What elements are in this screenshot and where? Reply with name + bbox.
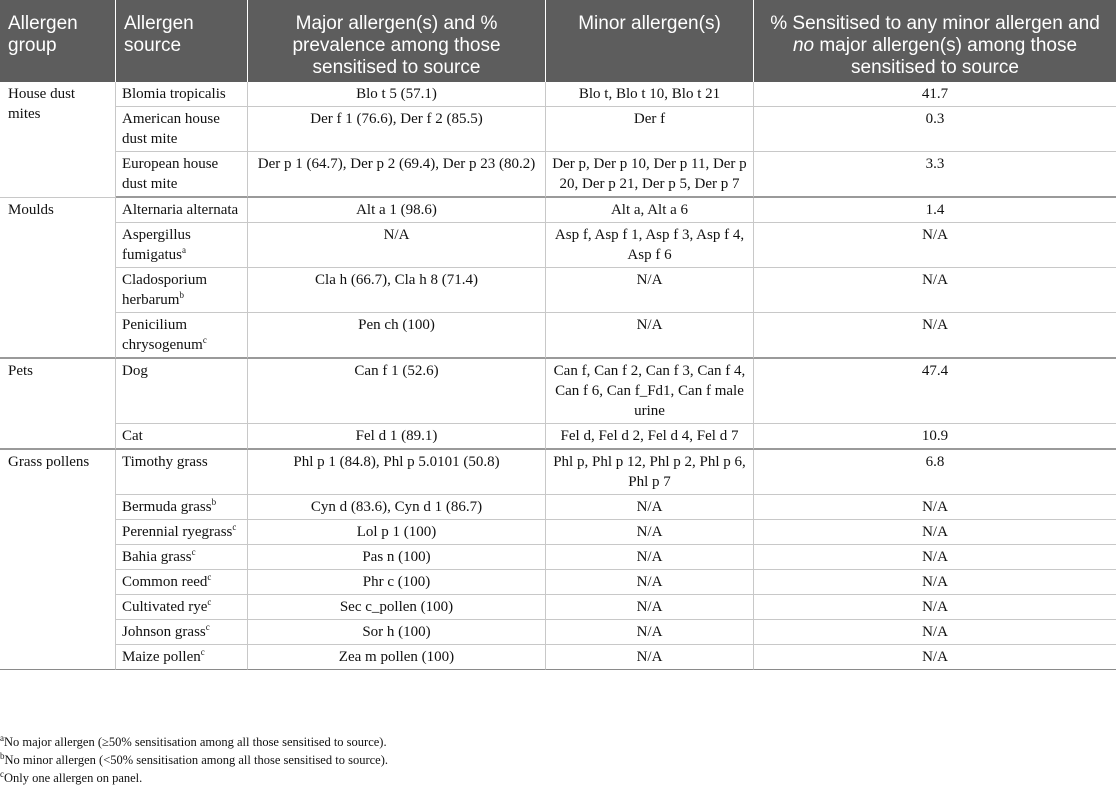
minor-cell: Der p, Der p 10, Der p 11, Der p 20, Der p 21, Der p 5, Der p 7: [546, 152, 754, 198]
pct-cell: N/A: [754, 495, 1116, 520]
source-cell: [116, 82, 248, 107]
footnote-text: Only one allergen on panel.: [4, 771, 143, 785]
source-text: Blomia tropicalis: [122, 86, 226, 102]
pct-cell: N/A: [754, 620, 1116, 645]
source-text: Cultivated rye: [122, 599, 208, 615]
minor-cell: N/A: [546, 570, 754, 595]
source-text: Cat: [122, 428, 143, 444]
major-cell: Sec c_pollen (100): [248, 595, 546, 620]
source-text: Cladosporium herbarum: [122, 272, 207, 308]
table-row: [0, 520, 1116, 545]
header-pct-sensitised: [754, 0, 1116, 82]
footnote-mark: c: [200, 647, 205, 657]
pct-cell: N/A: [754, 570, 1116, 595]
major-cell: Phr c (100): [248, 570, 546, 595]
pct-cell: 3.3: [754, 152, 1116, 198]
table-row: [0, 268, 1116, 313]
table-row: [0, 198, 1116, 223]
minor-cell: Blo t, Blo t 10, Blo t 21: [546, 82, 754, 107]
source-cell: [116, 223, 248, 268]
source-cell: [116, 268, 248, 313]
minor-cell: N/A: [546, 495, 754, 520]
header-major-allergens: Major allergen(s) and % prevalence among those sensitised to source: [248, 0, 546, 82]
source-text: Alternaria alternata: [122, 202, 239, 218]
minor-cell: N/A: [546, 595, 754, 620]
major-cell: Alt a 1 (98.6): [248, 198, 546, 223]
source-cell: [116, 198, 248, 223]
group-cell: Moulds: [0, 198, 116, 359]
pct-cell: N/A: [754, 645, 1116, 670]
table-row: [0, 223, 1116, 268]
major-cell: Cyn d (83.6), Cyn d 1 (86.7): [248, 495, 546, 520]
minor-cell: Der f: [546, 107, 754, 152]
table-row: [0, 620, 1116, 645]
minor-cell: Phl p, Phl p 12, Phl p 2, Phl p 6, Phl p 7: [546, 450, 754, 495]
table-row: [0, 450, 1116, 495]
source-cell: [116, 450, 248, 495]
major-cell: Pen ch (100): [248, 313, 546, 359]
source-text: Timothy grass: [122, 454, 208, 470]
table-row: [0, 595, 1116, 620]
header-pct-emphasis: no: [792, 35, 815, 56]
header-minor-allergens: Minor allergen(s): [546, 0, 754, 82]
header-allergen-group: Allergen group: [0, 0, 116, 82]
source-cell: [116, 570, 248, 595]
source-cell: [116, 495, 248, 520]
footnote-mark: a: [182, 245, 186, 255]
table-row: [0, 645, 1116, 670]
source-cell: [116, 424, 248, 450]
pct-cell: 0.3: [754, 107, 1116, 152]
header-pct-text-2: major allergen(s) among those sensitised to source: [814, 35, 1078, 78]
footnote-mark: b: [211, 497, 217, 507]
footnote-c: [0, 769, 388, 787]
pct-cell: 41.7: [754, 82, 1116, 107]
minor-cell: Can f, Can f 2, Can f 3, Can f 4, Can f 6, Can f_Fd1, Can f male urine: [546, 359, 754, 424]
minor-cell: N/A: [546, 268, 754, 313]
source-text: American house dust mite: [122, 111, 220, 147]
minor-cell: N/A: [546, 520, 754, 545]
footnote-mark: c: [207, 572, 212, 582]
footnote-mark: c: [205, 622, 210, 632]
source-text: Penicilium chrysogenum: [122, 317, 203, 353]
major-cell: Sor h (100): [248, 620, 546, 645]
group-cell: Grass pollens: [0, 450, 116, 670]
table-row: [0, 152, 1116, 198]
source-text: Aspergillus fumigatus: [122, 227, 191, 263]
header-pct-text-1: % Sensitised to any minor allergen and: [770, 13, 1100, 34]
table-row: [0, 82, 1116, 107]
footnote-text: No minor allergen (<50% sensitisation among all those sensitised to source).: [4, 753, 388, 767]
source-cell: [116, 545, 248, 570]
table-row: [0, 545, 1116, 570]
major-cell: Can f 1 (52.6): [248, 359, 546, 424]
major-cell: Pas n (100): [248, 545, 546, 570]
major-cell: Der f 1 (76.6), Der f 2 (85.5): [248, 107, 546, 152]
header-allergen-source: Allergen source: [116, 0, 248, 82]
pct-cell: N/A: [754, 520, 1116, 545]
minor-cell: Fel d, Fel d 2, Fel d 4, Fel d 7: [546, 424, 754, 450]
source-cell: [116, 152, 248, 198]
group-cell: House dust mites: [0, 82, 116, 198]
minor-cell: N/A: [546, 645, 754, 670]
table-row: [0, 570, 1116, 595]
source-cell: [116, 359, 248, 424]
source-cell: [116, 313, 248, 359]
footnote-mark: c: [191, 547, 196, 557]
pct-cell: N/A: [754, 595, 1116, 620]
source-text: Dog: [122, 363, 148, 379]
table-header-row: [0, 0, 1116, 82]
footnote-mark: a: [0, 732, 4, 743]
minor-cell: Alt a, Alt a 6: [546, 198, 754, 223]
table-row: [0, 424, 1116, 450]
footnote-mark: b: [179, 290, 184, 300]
source-cell: [116, 520, 248, 545]
major-cell: Fel d 1 (89.1): [248, 424, 546, 450]
pct-cell: 47.4: [754, 359, 1116, 424]
minor-cell: N/A: [546, 545, 754, 570]
pct-cell: N/A: [754, 268, 1116, 313]
minor-cell: N/A: [546, 313, 754, 359]
source-text: Common reed: [122, 574, 208, 590]
table-row: [0, 107, 1116, 152]
table-row: [0, 313, 1116, 359]
major-cell: N/A: [248, 223, 546, 268]
table-row: [0, 495, 1116, 520]
pct-cell: 1.4: [754, 198, 1116, 223]
footnote-b: [0, 751, 388, 769]
minor-cell: Asp f, Asp f 1, Asp f 3, Asp f 4, Asp f 6: [546, 223, 754, 268]
source-text: Bermuda grass: [122, 499, 212, 515]
major-cell: Der p 1 (64.7), Der p 2 (69.4), Der p 23 (80.2): [248, 152, 546, 198]
footnote-mark: c: [202, 335, 207, 345]
table-row: [0, 359, 1116, 424]
minor-cell: N/A: [546, 620, 754, 645]
pct-cell: 6.8: [754, 450, 1116, 495]
group-cell: Pets: [0, 359, 116, 450]
source-text: Johnson grass: [122, 624, 206, 640]
footnote-a: [0, 733, 388, 751]
footnote-mark: c: [0, 768, 4, 779]
pct-cell: N/A: [754, 313, 1116, 359]
major-cell: Cla h (66.7), Cla h 8 (71.4): [248, 268, 546, 313]
pct-cell: N/A: [754, 545, 1116, 570]
major-cell: Blo t 5 (57.1): [248, 82, 546, 107]
source-cell: [116, 645, 248, 670]
source-text: Bahia grass: [122, 549, 192, 565]
major-cell: Lol p 1 (100): [248, 520, 546, 545]
pct-cell: 10.9: [754, 424, 1116, 450]
footnotes: [0, 733, 388, 787]
pct-cell: N/A: [754, 223, 1116, 268]
source-cell: [116, 107, 248, 152]
footnote-mark: c: [207, 597, 212, 607]
footnote-mark: b: [0, 750, 5, 761]
major-cell: Phl p 1 (84.8), Phl p 5.0101 (50.8): [248, 450, 546, 495]
source-text: Maize pollen: [122, 649, 201, 665]
source-cell: [116, 595, 248, 620]
major-cell: Zea m pollen (100): [248, 645, 546, 670]
source-text: European house dust mite: [122, 156, 219, 192]
source-text: Perennial ryegrass: [122, 524, 233, 540]
footnote-mark: c: [232, 522, 237, 532]
footnote-text: No major allergen (≥50% sensitisation among all those sensitised to source).: [4, 735, 387, 749]
source-cell: [116, 620, 248, 645]
